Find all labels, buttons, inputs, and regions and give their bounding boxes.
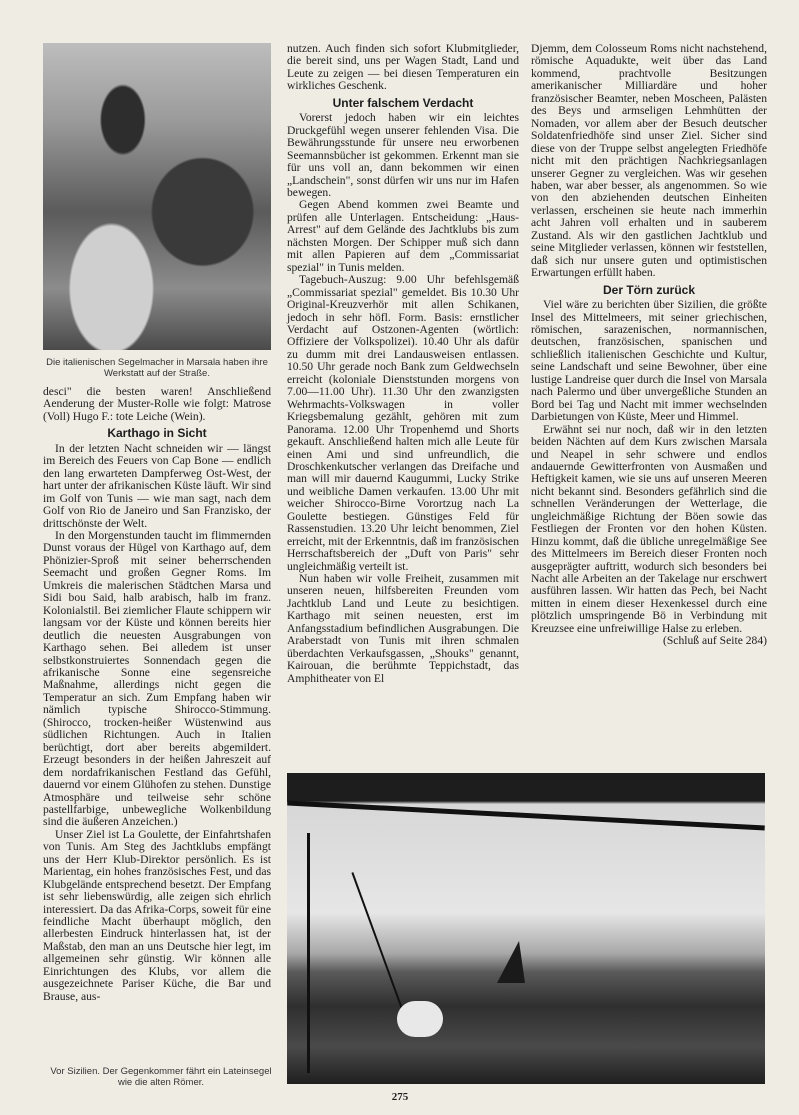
column-1 <box>43 386 271 1003</box>
top-photo-caption: Die italienischen Segelmacher in Marsala haben ihre Werkstatt auf der Straße. <box>46 357 268 379</box>
sailmakers-photo <box>43 43 271 350</box>
page-number: 275 <box>391 1091 409 1103</box>
section-heading: Karthago in Sicht <box>107 426 207 441</box>
rope <box>351 872 404 1014</box>
paragraph: In der letzten Nacht schneiden wir — längst im Bereich des Feuers von Cap Bone — endlich den lang erwarteten Dampferweg Ost-West, der hart unter der afrikanischen Küste läuft. Wir sind im Golf von Tunis — wie man sagt, nach dem Golf von Rio de Janeiro und San Franzisko, der drittschönste der Welt. <box>43 441 271 530</box>
column-3 <box>531 43 767 648</box>
fender <box>397 1001 443 1037</box>
section-heading: Unter falschem Verdacht <box>332 95 474 110</box>
lateen-sail <box>497 941 525 983</box>
section-heading: Der Törn zurück <box>602 282 695 297</box>
paragraph: Nun haben wir volle Freiheit, zusammen mit unseren neuen, hilfsbereiten Freunden vom Jachtklub Land und Leute zu besichtigen. Karthago mit seinen neuesten, erst im Anfangsstadium befindlichen Ausgrabungen. Die Araberstadt von Tunis mit ihren schmalen überdachten Verkaufsgassen, „Shouks" genannt, Kairouan, die berühmte Teppichstadt, das Amphitheater von El <box>287 572 519 685</box>
paragraph: Djemm, dem Colosseum Roms nicht nachstehend, römische Aquadukte, weit über das Land kommend, prachtvolle Besitzungen amerikanischer Milliardäre und hoher französischer Beamter, neben Moscheen, Palästen des Beys und armseligen Lehmhütten der Nomaden, vor allem aber der Besuch deutscher Soldatenfriedhöfe sind unser Ziel. Sicher sind diese von der Truppe selbst angelegten Friedhöfe nicht mit den prächtigen Nachkriegsanlagen unserer Gegner zu vergleichen. Was wir gesehen haben, war aber besser, als angenommen. So wie von den abziehenden deutschen Einheiten verlassen, erscheinen sie heute nach immerhin acht Jahren voll erhalten und in sauberem Zustand. Als wir den gastlichen Jachtklub und seine Mitglieder verlassen, können wir feststellen, daß sich nur unsere guten und optimistischen Erwartungen erfüllt haben. <box>531 42 767 280</box>
paragraph: Unser Ziel ist La Goulette, der Einfahrtshafen von Tunis. Am Steg des Jachtklubs empfängt uns der Herr Klub-Direktor persönlich. Es ist Marientag, ein hohes französisches Fest, und das Klubgelände entsprechend besetzt. Der Empfang ist sehr liebenswürdig, alle zeigen sich ehrlich interessiert. Da das Afrika-Corps, soweit für eine feindliche Macht überhaupt möglich, den allerbesten Eindruck hinterlassen hat, ist der Maßstab, den man an uns Deutsche hier legt, im allgemeinen sehr günstig. Wir können alle Einrichtungen des Klubs, vor allem die ausgezeichnete Pariser Küche, die Bar und Brause, aus- <box>43 827 271 1003</box>
paragraph: desci" die besten waren! Anschließend Aenderung der Muster-Rolle wie folgt: Matrose (Voll) Hugo F.: tote Leiche (Wein). <box>43 385 271 423</box>
paragraph: In den Morgenstunden taucht im flimmernden Dunst voraus der Hügel von Karthago auf, dem Phönizier-Sproß mit seiner beherrschenden Seemacht und großen Gegner Roms. Im Umkreis die malerischen Städtchen Marsa und Sidi bou Said, halb arabisch, halb im franz. Kolonialstil. Bei ziemlicher Flaute schippern wir langsam vor der Küste und können bereits hier deutlich die neuesten Ausgrabungen von Karthago sehen. Bei alledem ist unser selbstkonstruiertes Sonnendach gegen die afrikanische Sonne eine segensreiche Maßnahme, allerdings nicht gegen die Temperatur an sich. Zum Empfang haben wir nämlich typische Shirocco-Stimmung. (Shirocco, trocken-heißer Wüstenwind aus südlichen Richtungen. Auch in Italien berüchtigt, dort aber bereits abgemildert. Erzeugt besonders in der heißen Jahreszeit auf dem nordafrikanischen Festland das Gefühl, dauernd vor einem Glühofen zu stehen. Dunstige Atmosphäre und teilweise sehr schöne pastellfarbige, unbewegliche Wolkenbildung sind die äußeren Anzeichen.) <box>43 528 271 829</box>
paragraph: Gegen Abend kommen zwei Beamte und prüfen alle Unterlagen. Entscheidung: „Haus-Arrest" auf dem Gelände des Jachtklubs bis zum nächsten Morgen. Der Schipper muß sich dann mit allen Papieren auf dem „Commissariat spezial" in Tunis melden. <box>287 198 519 274</box>
stanchion <box>307 833 310 1073</box>
paragraph: nutzen. Auch finden sich sofort Klubmitglieder, die bereit sind, uns per Wagen Stadt, Land und Leute zu zeigen — bei diesen Temperaturen ein wirkliches Geschenk. <box>287 42 519 93</box>
rigging-line <box>287 800 765 830</box>
column-2 <box>287 43 519 685</box>
paragraph: Tagebuch-Auszug: 9.00 Uhr befehlsgemäß „Commissariat spezial" gemeldet. Bis 10.30 Uhr Original-Kreuzverhör mit allen Schikanen, jedoch in sehr höfl. Form. Basis: ernstlicher Verdacht auf Ostzonen-Agenten (wörtlich: Offiziere der Volkspolizei). 10.40 Uhr als dafür zu dumm mit drei Landausweisen entlassen. 10.50 Uhr gerade noch Bank zum Geldwechseln erreicht (koloniale Dienststunden morgens von 7.00—11.00 Uhr). 11.30 Uhr den zwanzigsten Wehrmachts-Volkswagen in voller Kriegsbemalung gezählt, gehören mit zum Panorama. 12.00 Uhr Tropenhemd und Shorts gekauft. Anschließend halten mich alle Leute für einen Ami und sind unfreundlich, die Droschkenkutscher verlangen das Dreifache und man will mir dauernd Kaugummi, Lucky Strike und weibliche Damen verkaufen. 13.00 Uhr mit weicher Shirocco-Birne Vorortzug nach La Goulette bestiegen. Günstiges Feld für Rassenstudien. 13.20 Uhr leicht benommen, Ziel erreicht, mit der Erkenntnis, daß im französischen Herrschaftsbereich der „Duft von Paris" sehr ungleichmäßig verteilt ist. <box>287 273 519 573</box>
bottom-photo-caption: Vor Sizilien. Der Gegenkommer fährt ein Lateinsegel wie die alten Römer. <box>50 1066 272 1088</box>
paragraph: Vorerst jedoch haben wir ein leichtes Druckgefühl wegen unserer fehlenden Visa. Die Bewährungsstunde für unsere neu erworbenen Seemannsbücher ist gekommen. Erkennt man sie für uns voll an, dann bekommen wir einen „Landschein", sonst dürfen wir uns nur im Hafen bewegen. <box>287 111 519 199</box>
continuation-note: (Schluß auf Seite 284) <box>663 634 767 648</box>
sailing-photo <box>287 773 765 1084</box>
paragraph: Erwähnt sei nur noch, daß wir in den letzten beiden Nächten auf dem Kurs zwischen Marsala und Neapel in sehr schwere und endlos andauernde Gewitterfronten von Ausmaßen und Heftigkeit kamen, wie sie uns auf unseren Meeren nicht bekannt sind. Besonders gefährlich sind die schnellen Veränderungen der Wetterlage, die ungleichmäßige Richtung der Böen sowie das Festliegen der Fronten vor den hohen Küsten. Hinzu kommt, daß die übliche unregelmäßige See des Mittelmeers im Bereich dieser Fronten noch ausgeprägter auftritt, wodurch sich besonders bei Nacht alle Arbeiten an der Takelage nur erschwert ausführen lassen. Wir hatten das Pech, bei Nacht mitten in einem dieser Hexenkessel durch eine plötzlich umspringende Bö in Verbindung mit Kreuzsee eine unfreiwillige Halse zu erleben. <box>531 422 767 635</box>
paragraph: Viel wäre zu berichten über Sizilien, die größte Insel des Mittelmeers, mit seiner griechischen, römischen, sarazenischen, normannischen, deutschen, französischen, spanischen und schließlich italienischen Geschichte und Kultur, seine Landschaft und seine Bewohner, über eine lustige Landreise quer durch die Insel von Marsala nach Palermo und über unvergeßliche Stunden an Bord bei Tag und Nacht mit immer wechselnden Darbietungen von Küste, Meer und Himmel. <box>531 298 767 424</box>
